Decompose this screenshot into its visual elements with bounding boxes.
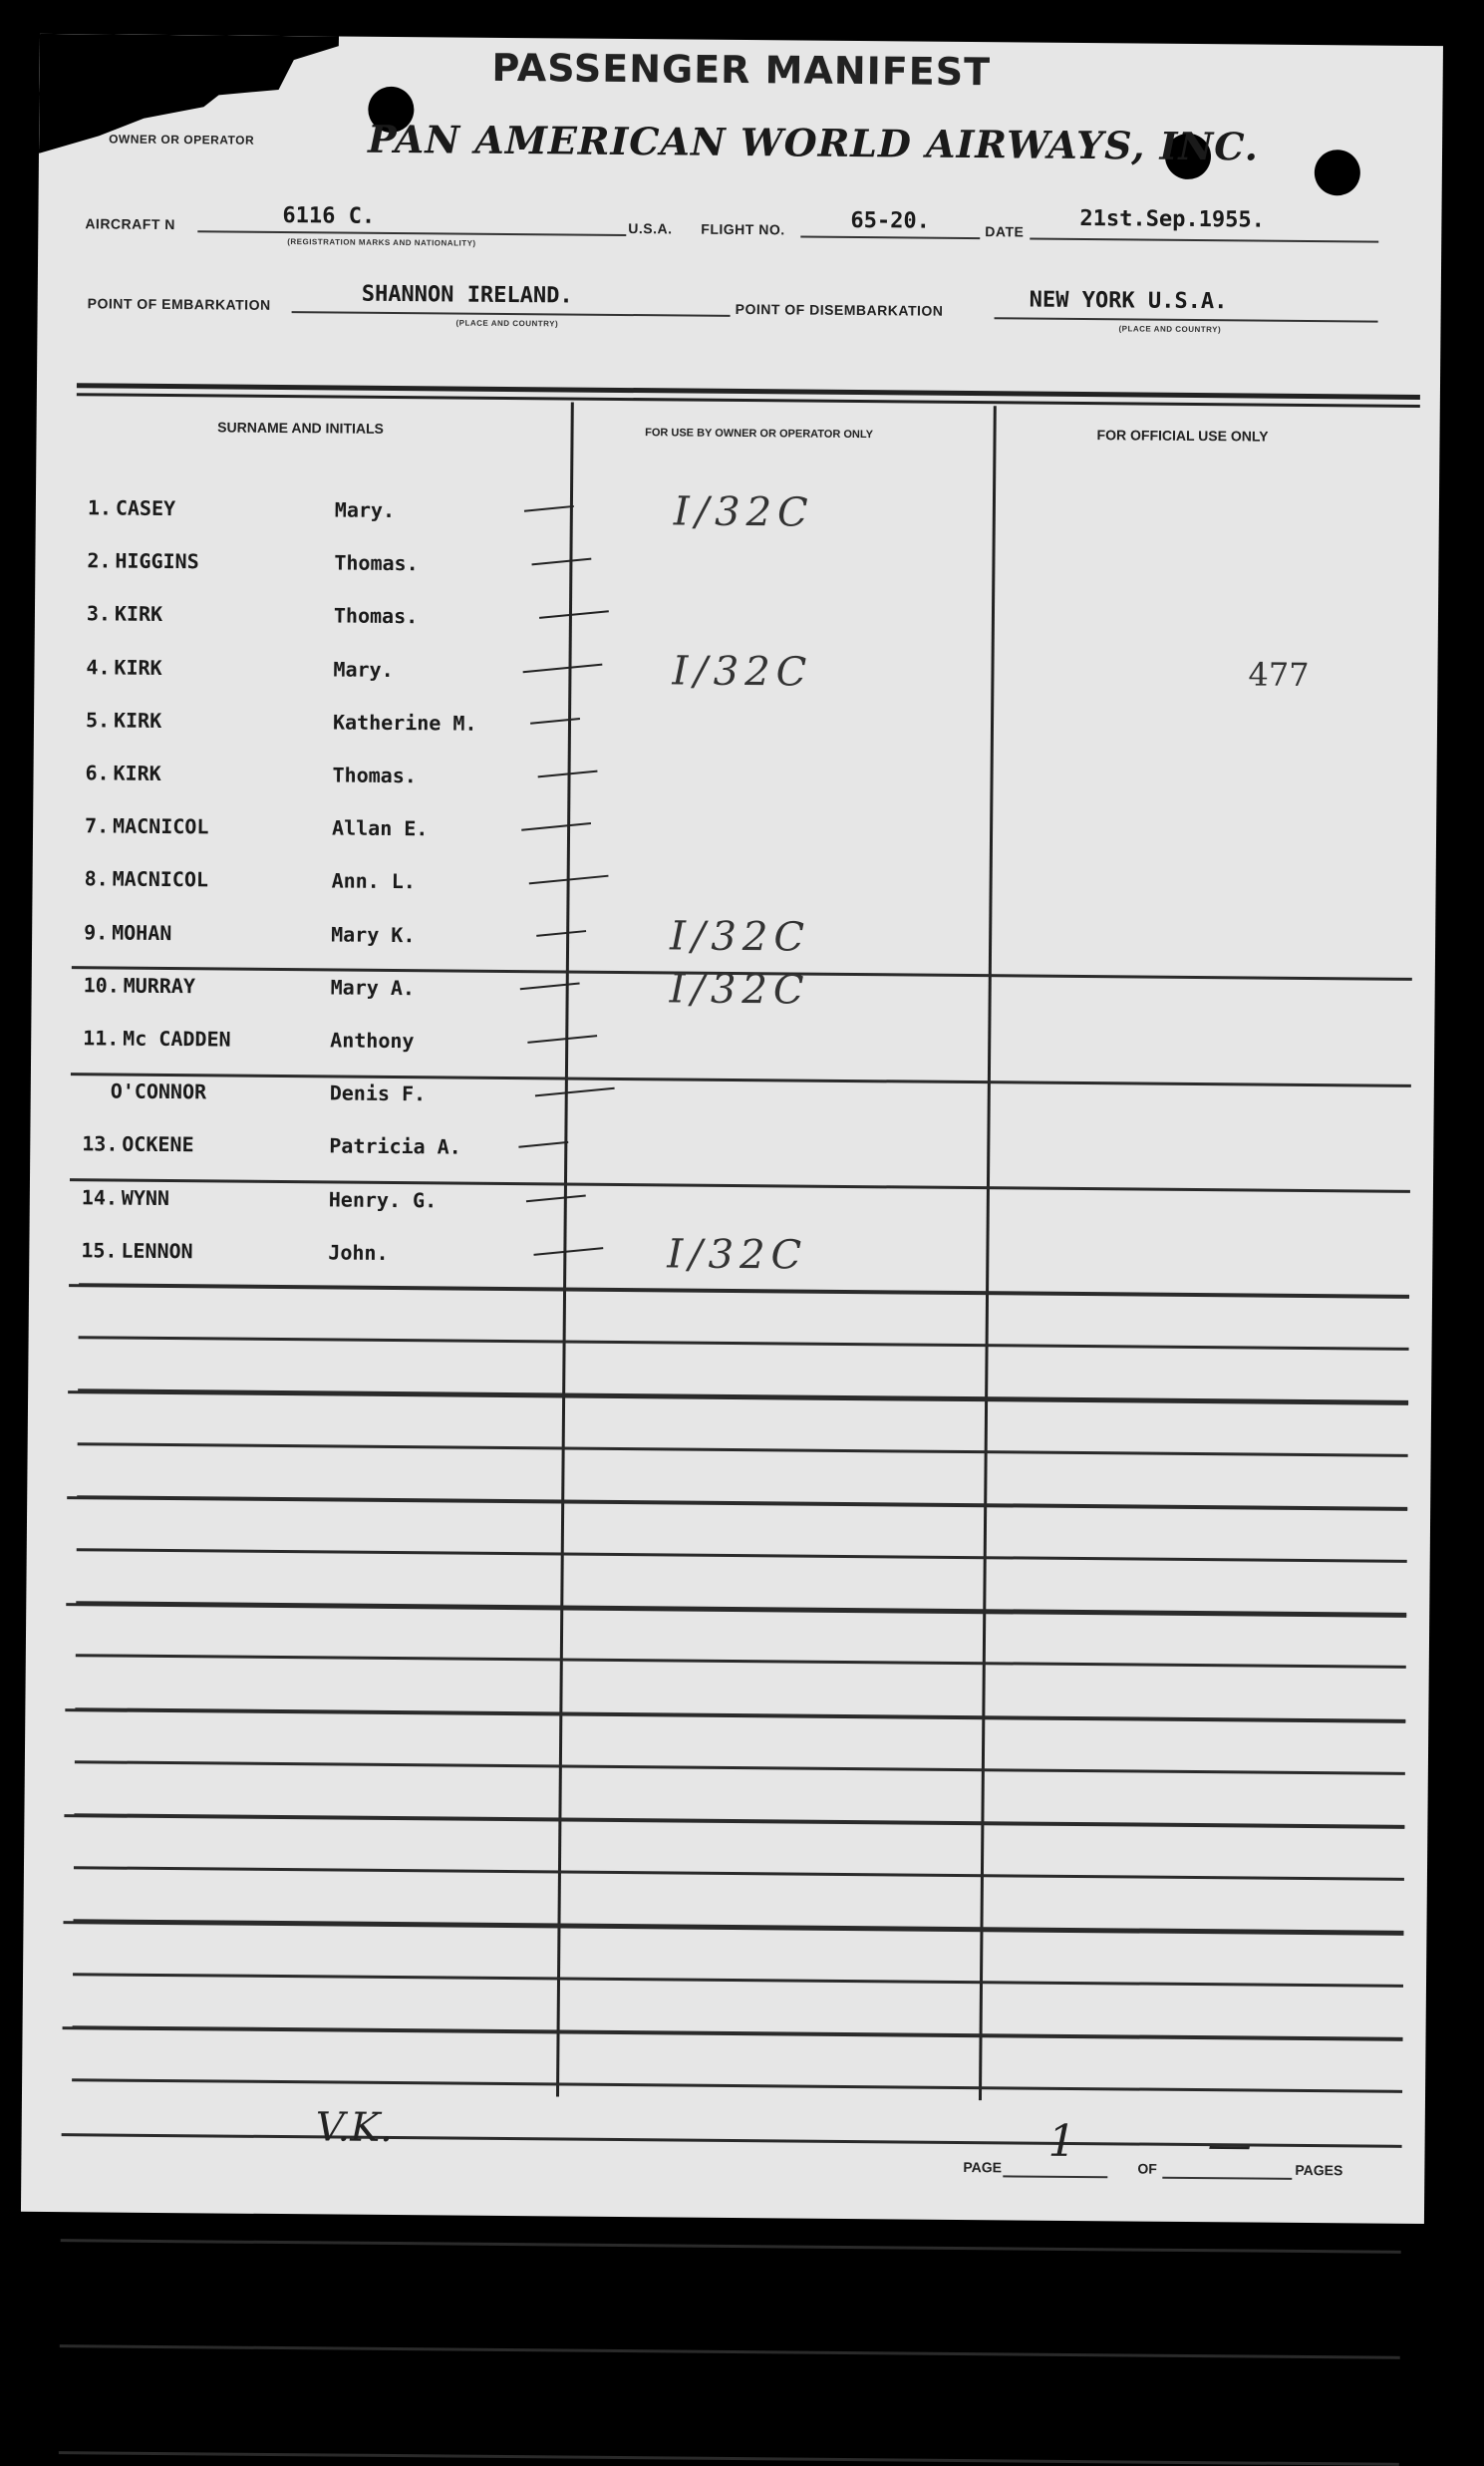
row-rule — [75, 1760, 1405, 1775]
clerk-initials: V.K. — [315, 2104, 394, 2152]
check-mark — [520, 982, 580, 990]
punch-hole — [1315, 150, 1360, 195]
passenger-number: 10. — [83, 973, 120, 998]
row-rule — [76, 1655, 1406, 1670]
passenger-number: 15. — [81, 1238, 118, 1263]
col-header-official: FOR OFFICIAL USE ONLY — [1096, 427, 1269, 445]
passenger-initials: Anthony — [330, 1028, 415, 1054]
row-rule — [77, 1495, 1407, 1510]
check-mark — [539, 611, 609, 620]
check-mark — [527, 1035, 597, 1044]
passenger-surname: MOHAN — [112, 920, 172, 945]
page-label: PAGE — [963, 2159, 1003, 2176]
operator-code: I/32C — [672, 648, 813, 696]
passenger-surname: WYNN — [121, 1185, 170, 1210]
passenger-number: 4. — [86, 654, 111, 680]
page-title: PASSENGER MANIFEST — [491, 45, 992, 95]
row-rule — [59, 2451, 1399, 2466]
passenger-number: 3. — [86, 601, 112, 626]
flight-value: 65-20. — [850, 207, 931, 234]
flight-label: FLIGHT NO. — [701, 220, 785, 238]
passenger-initials: Henry. G. — [328, 1187, 438, 1212]
row-rule — [73, 1973, 1403, 1988]
passenger-number: 14. — [81, 1184, 119, 1210]
check-mark — [524, 505, 574, 512]
passenger-initials: Ann. L. — [331, 868, 417, 894]
passenger-number: 13. — [82, 1131, 119, 1156]
operator-code: I/32C — [669, 966, 810, 1014]
check-mark — [521, 822, 591, 831]
passenger-initials: Mary. — [334, 497, 396, 522]
check-mark — [530, 718, 580, 725]
check-mark — [518, 1141, 568, 1148]
row-rule — [76, 1601, 1406, 1616]
date-line — [1030, 238, 1378, 243]
passenger-number: 7. — [84, 813, 110, 838]
passenger-number: 9. — [84, 919, 109, 945]
aircraft-value: 6116 C. — [282, 202, 376, 229]
passenger-initials: Thomas. — [333, 603, 419, 629]
passenger-number: 5. — [85, 708, 111, 733]
col-header-owner: FOR USE BY OWNER OR OPERATOR ONLY — [645, 427, 873, 442]
date-value: 21st.Sep.1955. — [1079, 205, 1265, 233]
of-label: OF — [1137, 2160, 1157, 2177]
page-number: 1 — [1047, 2115, 1076, 2168]
embark-value: SHANNON IRELAND. — [361, 281, 573, 309]
passenger-surname: Mc CADDEN — [123, 1026, 231, 1052]
disembark-line — [995, 317, 1378, 322]
passenger-initials: Katherine M. — [332, 710, 477, 736]
check-mark — [533, 1247, 603, 1256]
operator-code: I/32C — [669, 913, 811, 961]
passenger-surname: MURRAY — [123, 973, 196, 999]
airline-name: PAN AMERICAN WORLD AIRWAYS, INC. — [367, 116, 1260, 169]
passenger-surname: HIGGINS — [115, 548, 199, 574]
disembark-value: NEW YORK U.S.A. — [1029, 287, 1228, 315]
passenger-initials: Mary K. — [331, 922, 416, 947]
embark-label: POINT OF EMBARKATION — [87, 295, 271, 313]
date-label: DATE — [985, 223, 1025, 240]
passenger-initials: Mary. — [333, 657, 394, 682]
row-rule — [79, 1283, 1409, 1298]
passenger-number: 1. — [87, 495, 113, 520]
passenger-surname: MACNICOL — [112, 866, 209, 892]
disembark-label: POINT OF DISEMBARKATION — [735, 300, 944, 319]
official-number: 477 — [1248, 655, 1310, 694]
passenger-surname: KIRK — [113, 761, 161, 785]
embark-caption: (PLACE AND COUNTRY) — [455, 318, 559, 329]
page-line — [1003, 2175, 1107, 2178]
passenger-initials: Mary A. — [330, 975, 416, 1000]
flight-line — [800, 236, 980, 240]
row-rule — [60, 2345, 1400, 2360]
table-row — [29, 1220, 1432, 1286]
check-mark — [526, 1194, 586, 1202]
passenger-surname: O'CONNOR — [110, 1079, 207, 1104]
row-rule — [75, 1707, 1405, 1722]
manifest-sheet — [21, 34, 1443, 2224]
check-mark — [531, 558, 591, 566]
passenger-surname: MACNICOL — [112, 813, 209, 839]
aircraft-caption: (REGISTRATION MARKS AND NATIONALITY) — [287, 237, 476, 248]
passenger-surname: KIRK — [114, 655, 162, 680]
check-mark — [523, 663, 603, 673]
operator-code: I/32C — [667, 1231, 808, 1279]
passenger-number: 2. — [87, 548, 112, 573]
row-rule — [61, 2239, 1401, 2254]
passenger-surname: CASEY — [115, 495, 176, 521]
passenger-surname: LENNON — [121, 1238, 193, 1264]
owner-label: OWNER OR OPERATOR — [109, 132, 255, 148]
row-rule — [77, 1548, 1407, 1563]
disembark-caption: (PLACE AND COUNTRY) — [1118, 324, 1222, 335]
row-rule — [78, 1442, 1408, 1457]
row-rule — [62, 2133, 1402, 2148]
aircraft-label: AIRCRAFT N — [85, 215, 175, 233]
row-rule — [78, 1389, 1408, 1404]
passenger-initials: Thomas. — [332, 763, 417, 788]
passenger-surname: OCKENE — [122, 1132, 194, 1157]
passenger-initials: Patricia A. — [329, 1133, 461, 1159]
passenger-initials: Allan E. — [331, 815, 429, 841]
row-rule — [79, 1336, 1409, 1351]
operator-code: I/32C — [673, 488, 814, 536]
passenger-initials: Thomas. — [334, 550, 419, 576]
check-mark — [538, 771, 598, 778]
row-rule — [74, 1866, 1404, 1881]
of-line — [1162, 2177, 1292, 2180]
passenger-number: 8. — [84, 866, 109, 891]
passenger-surname: KIRK — [114, 601, 163, 627]
row-rule — [73, 2025, 1403, 2040]
row-rule — [74, 1813, 1404, 1828]
passenger-initials: Denis F. — [329, 1080, 427, 1106]
passenger-initials: John. — [328, 1240, 389, 1265]
row-rule — [73, 1920, 1403, 1935]
check-mark — [536, 930, 586, 937]
total-pages: — — [1207, 2119, 1252, 2171]
pages-label: PAGES — [1295, 2161, 1343, 2179]
check-mark — [535, 1087, 615, 1097]
row-rule — [72, 2078, 1402, 2093]
passenger-number: 6. — [85, 761, 110, 785]
aircraft-line — [197, 230, 626, 236]
embark-line — [292, 311, 731, 317]
usa-label: U.S.A. — [628, 220, 673, 237]
passenger-surname: KIRK — [113, 708, 162, 733]
col-header-names: SURNAME AND INITIALS — [217, 419, 384, 437]
passenger-number: 11. — [83, 1026, 120, 1051]
check-mark — [529, 875, 609, 885]
